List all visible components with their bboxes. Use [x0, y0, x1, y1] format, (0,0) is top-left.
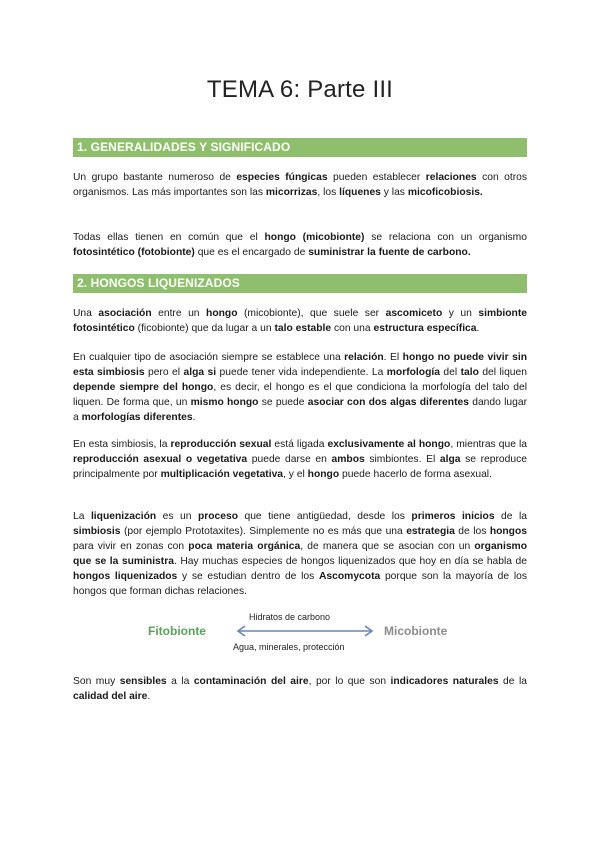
- double-arrow-icon: [235, 624, 375, 638]
- diagram-bottom-label: Agua, minerales, protección: [233, 642, 345, 652]
- section-heading-generalidades: 1. GENERALIDADES Y SIGNIFICADO: [73, 138, 527, 157]
- symbiosis-diagram: [145, 610, 465, 654]
- paragraph-liquenizados-2: En cualquier tipo de asociación siempre se establece una relación. El hongo no puede vivir sin esta simbiosis pero el alga si puede tener vida independiente. La morfología del talo del liquen depende siempre del hongo, es decir, el hongo es el que condiciona la morfología del talo del liquen. De forma que, un mismo hongo se puede asociar con dos algas diferentes dando lugar a morfologías diferentes.: [73, 352, 527, 423]
- paragraph-generalidades-2: Todas ellas tienen en común que el hongo (micobionte) se relaciona con un organismo fotosintético (fotobionte) que es el encargado de suministrar la fuente de carbono.: [73, 232, 527, 258]
- paragraph-liquenizados-3: En esta simbiosis, la reproducción sexual está ligada exclusivamente al hongo, mientras que la reproducción asexual o vegetativa puede darse en ambos simbiontes. El alga se reproduce principalmente por multiplicación vegetativa, y el hongo puede hacerlo de forma asexual.: [73, 439, 527, 480]
- diagram-top-label: Hidratos de carbono: [249, 612, 331, 622]
- diagram-fitobionte-label: Fitobionte: [148, 624, 206, 638]
- paragraph-liquenizados-1: Una asociación entre un hongo (micobionte), que suele ser ascomiceto y un simbionte fotosintético (ficobionte) que da lugar a un talo estable con una estructura específica.: [73, 308, 527, 334]
- paragraph-liquenizados-5: Son muy sensibles a la contaminación del aire, por lo que son indicadores naturales de la calidad del aire.: [73, 676, 527, 702]
- page-title: TEMA 6: Parte III: [206, 76, 394, 103]
- diagram-micobionte-label: Micobionte: [384, 624, 448, 638]
- section-heading-hongos-liquenizados: 2. HONGOS LIQUENIZADOS: [73, 274, 527, 293]
- paragraph-generalidades-1: Un grupo bastante numeroso de especies fúngicas pueden establecer relaciones con otros organismos. Las más importantes son las micorrizas, los líquenes y las micoficobiosis.: [73, 172, 527, 198]
- paragraph-liquenizados-4: La liquenización es un proceso que tiene antigüedad, desde los primeros inicios de la simbiosis (por ejemplo Prototaxites). Simplemente no es más que una estrategia de los hongos para vivir en zonas con poca materia orgánica, de manera que se asocian con un organismo que se la suministra. Hay muchas especies de hongos liquenizados que hoy en día se habla de hongos liquenizados y se estudian dentro de los Ascomycota porque son la mayoría de los hongos que forman dichas relaciones.: [73, 511, 527, 597]
